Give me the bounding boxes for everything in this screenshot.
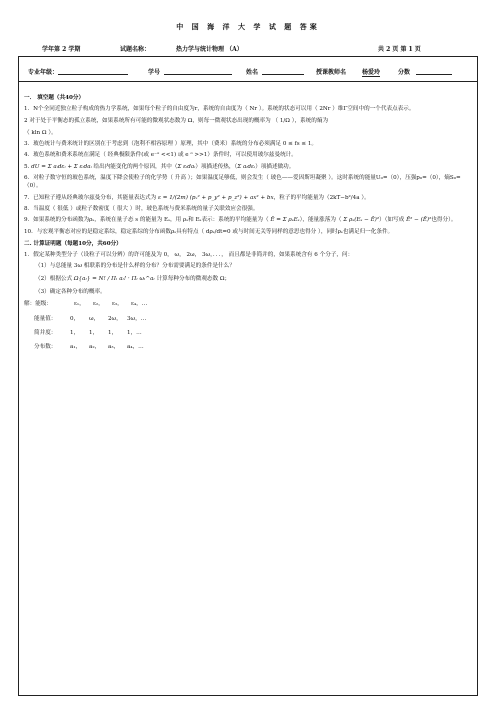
question-7: [24, 194, 472, 202]
question-9-text-4: 也得分）。: [431, 217, 457, 224]
question-6: 6．对粒子数守恒的玻色系统，温度下降会使粒子的化学势（ 升高 ）；如果温度足够低，则会发生（ 玻色——爱因斯坦凝聚 ）。这时系统的能量U₀=（0），压强p₀=（0），熵S₀=（0）。: [24, 175, 461, 190]
question-9-text-3: ）（如写成: [379, 217, 405, 224]
exam-title: 中 国 海 洋 大 学 试 题 答案: [176, 22, 320, 31]
energy-fluctuation-formula: Σ ρₛ(Eₛ − Ē)²: [343, 217, 380, 224]
question-5: [24, 163, 472, 171]
internal-energy-formula: dU = Σ aᵢdεᵢ + Σ εᵢdaᵢ: [31, 163, 92, 170]
energy-1: 0，: [70, 315, 80, 322]
question-3: 3．玻色统计与费米统计的区别在于考虑到（泡利不相容原理 ）原理，其中（费米）系统的分布必须满足 0 ≤ fs ≤ 1。: [24, 141, 317, 148]
student-id-field[interactable]: [164, 74, 232, 75]
levels-row: [24, 300, 472, 308]
question-1: 1．N个全同近独立粒子构成的热力学系统，如果每个粒子的自由度为r，系统的自由度为（ Nr ）。系统的状态可以用（ 2Nr ）维Γ空间中的一个代表点表示。: [24, 106, 415, 113]
question-7-text: 7．已知粒子遵从经典玻尔兹曼分布，其能量表达式为: [24, 194, 157, 201]
section-2-heading: 二. 计算证明题（每题10分，共60分）: [24, 240, 122, 247]
sub-question-1: （1）与总能量 3ω 相联系的分布是什么样的分布？分布需要满足的条件是什么？: [35, 263, 235, 270]
microstate-formula: Ω{aₗ} = N! / Πₗ aₗ! · Πₗ ωₗ^aₗ: [73, 275, 155, 282]
question-5-text-2: ）项描述传热，（: [195, 163, 238, 170]
level-4: ε₄，…: [131, 301, 148, 308]
question-5-text: 给出内能变化的两个原因，其中（: [93, 163, 178, 170]
level-2: ε₂，: [93, 301, 104, 308]
degeneracy-1: 1，: [70, 329, 80, 336]
major-field[interactable]: [58, 74, 128, 75]
heat-term: Σ εᵢdaᵢ: [177, 163, 196, 170]
sub-question-2: [24, 275, 472, 283]
energy-2: ω，: [89, 315, 100, 322]
question-2: 2 对于处于平衡态的孤立系统，如果系统所有可能的微观状态数为 Ω，则每一微观状态出现的概率为 （ 1/Ω ），系统的熵为: [24, 117, 329, 124]
major-label: 专业年级：: [28, 69, 59, 76]
score-field[interactable]: [416, 74, 452, 75]
question-9: [24, 216, 472, 224]
particle-energy-formula: ε = 1/(2m) (pₓ² + p_y² + p_z²) + ax² + bx: [158, 194, 274, 201]
section-1-heading: 一． 填空题（共40分）: [24, 95, 85, 101]
name-field[interactable]: [262, 74, 304, 75]
question-4: 4．玻色系统和费米系统在满足（ 经典极限条件(或 e⁻ᵅ <<1) 或 e ᵅ >>1）条件时，可以使用玻尔兹曼统计。: [24, 152, 297, 159]
energy-4: 3ω，…: [127, 315, 147, 322]
mean-energy-formula: Ē = Σ ρₛEₛ: [270, 217, 300, 224]
question-8: 8．当温度（ 很低 ）或粒子数密度（ 很大 ）时，玻色系统与费米系统的量子关联效应会很强。: [24, 205, 259, 212]
calc-question-1: 1．假定某种类型分子（设粒子可以分辨）的许可能及为 0， ω， 2ω， 3ω，．．．， 而且都是非简并的，如果系统含有 6 个分子，问：: [24, 252, 354, 259]
degeneracy-row: [24, 329, 472, 337]
teacher-label: 授课教师名: [316, 69, 347, 76]
course-label: 试题名称：: [120, 46, 151, 53]
energy-label: 能量值：: [34, 315, 57, 322]
energy-row: [24, 315, 472, 323]
distribution-2: a₂，: [89, 344, 101, 351]
sub-question-2-text: （2）根据公式: [35, 275, 73, 282]
question-7-answer: ，粒子的平均能量为（2kT−b²/4a ）。: [273, 194, 370, 201]
alt-fluctuation-formula: Ē² − (Ē)²: [406, 217, 432, 224]
distribution-4: a₄，…: [127, 344, 144, 351]
work-term: Σ aᵢdεᵢ: [237, 163, 256, 170]
exam-content: [24, 94, 472, 355]
distribution-3: a₃，: [108, 344, 120, 351]
degeneracy-label: 简并度：: [34, 329, 57, 336]
question-5-number: 5.: [24, 163, 30, 170]
question-10: 10．与宏观平衡态对应的是稳定系综，稳定系综的分布函数ρₛ具有特点（ dρₛ/dt=0 或与时间无关等同样的意思也得分 ），同时ρₛ也满足归一化条件。: [24, 228, 394, 235]
name-label: 姓名: [246, 69, 259, 76]
page-count: 共 2 页 第 1 页: [378, 46, 421, 53]
sub-question-2-text-2: 计算每种分布的微观态数 Ω；: [156, 275, 231, 282]
teacher-name: 杨爱玲: [362, 69, 381, 76]
frame-divider: [19, 81, 477, 82]
energy-3: 2ω，: [108, 315, 122, 322]
score-label: 分数: [398, 69, 411, 76]
term: 学年第 2 学期: [42, 46, 81, 53]
distribution-label: 分布数：: [34, 344, 57, 351]
question-5-text-3: ）项描述做功。: [255, 163, 295, 170]
course-name: 热力学与统计物理 （A）: [176, 46, 243, 53]
student-id-label: 学号: [148, 69, 161, 76]
question-9-text: 9．如果系统的分布函数为ρₛ，系统在量子态 s 的能量为 Eₛ，用 ρₛ和 Eₛ表示：系统的平均能量为（: [24, 217, 269, 224]
question-2-answer: （ kln Ω ）。: [24, 129, 57, 136]
level-3: ε₃，: [112, 301, 123, 308]
distribution-1: a₁，: [70, 344, 82, 351]
question-9-text-2: ），能量涨落为（: [299, 217, 342, 224]
solution: [24, 300, 472, 351]
degeneracy-2: 1，: [89, 329, 99, 336]
level-1: ε₁，: [74, 301, 85, 308]
degeneracy-3: 1，: [108, 329, 118, 336]
distribution-row: [24, 343, 472, 351]
degeneracy-4: 1，…: [127, 329, 142, 336]
sub-question-3: （3）确定各种分布的概率。: [35, 289, 106, 296]
solution-label: 解：能级：: [24, 301, 52, 308]
